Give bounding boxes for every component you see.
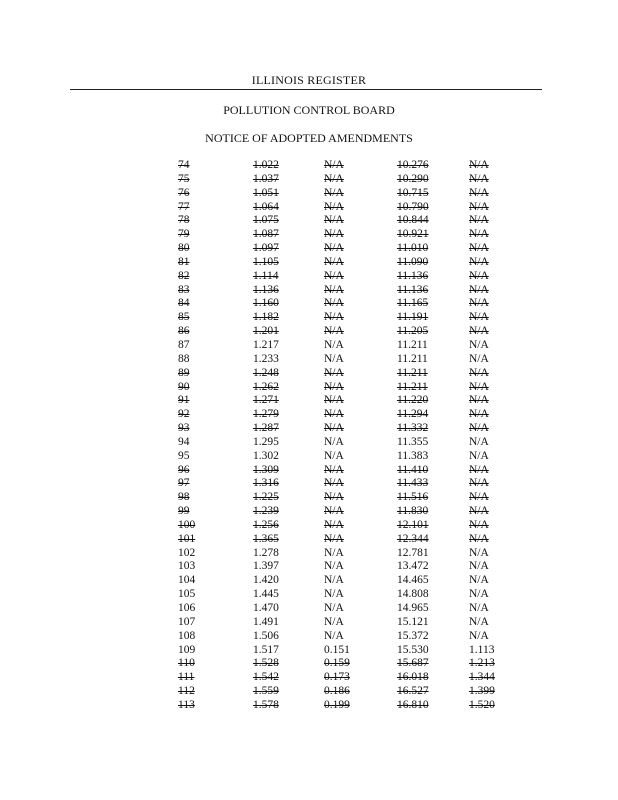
table-cell: N/A xyxy=(469,532,489,545)
table-cell: 77 xyxy=(178,200,190,213)
table-row xyxy=(0,159,618,173)
table-cell: 10.921 xyxy=(397,228,429,241)
table-cell: 1.445 xyxy=(253,588,279,601)
table-cell: 1.279 xyxy=(253,408,279,421)
table-cell: 92 xyxy=(178,408,190,421)
table-cell: 10.276 xyxy=(397,159,429,171)
table-cell: 14.965 xyxy=(397,602,429,614)
table-cell: N/A xyxy=(324,242,344,255)
table-cell: 12.101 xyxy=(397,518,429,531)
table-cell: 11.211 xyxy=(397,380,428,393)
table-row xyxy=(0,657,618,671)
table-cell: 11.220 xyxy=(397,394,429,407)
table-cell: N/A xyxy=(469,505,489,518)
table-row xyxy=(0,450,618,464)
table-cell: 15.530 xyxy=(397,643,429,656)
table-cell: N/A xyxy=(469,352,489,365)
table-cell: 1.399 xyxy=(469,685,495,698)
table-cell: 1.233 xyxy=(253,352,279,365)
table-cell: 0.186 xyxy=(324,685,350,698)
table-cell: 101 xyxy=(178,532,196,545)
table-cell: 111 xyxy=(178,671,195,684)
table-cell: 1.278 xyxy=(253,546,279,559)
table-cell: N/A xyxy=(324,629,344,642)
board-title: POLLUTION CONTROL BOARD xyxy=(223,103,395,117)
table-cell: N/A xyxy=(469,297,489,310)
table-cell: N/A xyxy=(324,200,344,213)
table-cell: 16.527 xyxy=(397,685,429,698)
table-cell: 1.136 xyxy=(253,283,279,296)
table-cell: 1.578 xyxy=(253,698,279,711)
table-row xyxy=(0,671,618,685)
table-row xyxy=(0,491,618,505)
table-row xyxy=(0,367,618,381)
table-cell: 15.372 xyxy=(397,629,429,642)
table-cell: N/A xyxy=(469,449,489,462)
table-cell: 1.528 xyxy=(253,657,279,670)
table-cell: 104 xyxy=(178,574,196,587)
table-cell: N/A xyxy=(324,325,344,338)
table-row xyxy=(0,325,618,339)
table-cell: N/A xyxy=(324,269,344,282)
table-cell: 1.225 xyxy=(253,491,279,504)
table-cell: N/A xyxy=(469,186,489,199)
table-cell: 112 xyxy=(178,685,195,698)
table-cell: 11.136 xyxy=(397,269,429,282)
notice-title: NOTICE OF ADOPTED AMENDMENTS xyxy=(205,131,413,145)
table-cell: 74 xyxy=(178,159,190,171)
data-table xyxy=(0,159,618,713)
table-cell: 93 xyxy=(178,422,190,435)
table-cell: N/A xyxy=(469,602,489,614)
table-row xyxy=(0,422,618,436)
table-cell: 14.465 xyxy=(397,574,429,587)
table-cell: 109 xyxy=(178,643,196,656)
table-cell: 1.542 xyxy=(253,671,279,684)
table-cell: 1.302 xyxy=(253,449,279,462)
table-cell: 11.211 xyxy=(397,352,428,365)
table-cell: 89 xyxy=(178,366,190,379)
table-cell: 1.520 xyxy=(469,698,495,711)
table-cell: N/A xyxy=(469,546,489,559)
table-row xyxy=(0,353,618,367)
table-cell: 105 xyxy=(178,588,196,601)
table-cell: 85 xyxy=(178,311,190,324)
table-cell: N/A xyxy=(469,574,489,587)
table-cell: N/A xyxy=(469,325,489,338)
table-cell: N/A xyxy=(324,449,344,462)
table-cell: N/A xyxy=(469,518,489,531)
table-cell: 96 xyxy=(178,463,190,476)
table-cell: N/A xyxy=(469,380,489,393)
table-row xyxy=(0,464,618,478)
table-cell: 16.810 xyxy=(397,698,429,711)
table-cell: 1.182 xyxy=(253,311,279,324)
table-cell: 107 xyxy=(178,615,196,628)
table-cell: 0.173 xyxy=(324,671,350,684)
table-cell: 10.844 xyxy=(397,214,429,227)
table-cell: N/A xyxy=(469,435,489,448)
table-cell: 11.294 xyxy=(397,408,429,421)
table-row xyxy=(0,270,618,284)
table-cell: N/A xyxy=(469,629,489,642)
table-cell: N/A xyxy=(469,228,489,241)
table-row xyxy=(0,602,618,616)
table-cell: 10.715 xyxy=(397,186,429,199)
table-cell: 11.090 xyxy=(397,255,429,268)
table-row xyxy=(0,214,618,228)
table-cell: 11.211 xyxy=(397,338,428,351)
table-row xyxy=(0,505,618,519)
table-cell: 1.420 xyxy=(253,574,279,587)
table-cell: 95 xyxy=(178,449,190,462)
table-cell: N/A xyxy=(324,228,344,241)
table-cell: 1.271 xyxy=(253,394,279,407)
table-row xyxy=(0,394,618,408)
table-cell: N/A xyxy=(324,560,344,573)
table-row xyxy=(0,533,618,547)
table-cell: 90 xyxy=(178,380,190,393)
table-row xyxy=(0,616,618,630)
table-cell: 103 xyxy=(178,560,196,573)
table-cell: N/A xyxy=(324,338,344,351)
table-cell: N/A xyxy=(324,463,344,476)
table-cell: 98 xyxy=(178,491,190,504)
table-cell: 12.344 xyxy=(397,532,429,545)
table-row xyxy=(0,311,618,325)
table-cell: 11.383 xyxy=(397,449,429,462)
table-cell: 11.830 xyxy=(397,505,429,518)
table-cell: 1.517 xyxy=(253,643,279,656)
header-rule xyxy=(70,89,542,90)
table-cell: 11.136 xyxy=(397,283,429,296)
table-cell: 14.808 xyxy=(397,588,429,601)
table-cell: N/A xyxy=(469,463,489,476)
table-row xyxy=(0,519,618,533)
table-cell: N/A xyxy=(324,615,344,628)
table-cell: 11.433 xyxy=(397,477,429,490)
table-row xyxy=(0,297,618,311)
table-cell: 1.316 xyxy=(253,477,279,490)
table-row xyxy=(0,201,618,215)
table-row xyxy=(0,187,618,201)
table-cell: N/A xyxy=(324,518,344,531)
table-cell: 1.037 xyxy=(253,172,279,185)
table-row xyxy=(0,588,618,602)
table-cell: 1.113 xyxy=(469,643,495,656)
table-cell: N/A xyxy=(324,491,344,504)
table-row xyxy=(0,699,618,713)
table-cell: N/A xyxy=(324,159,344,171)
table-cell: N/A xyxy=(469,366,489,379)
table-row xyxy=(0,560,618,574)
table-cell: 1.256 xyxy=(253,518,279,531)
table-cell: N/A xyxy=(469,491,489,504)
table-cell: N/A xyxy=(469,477,489,490)
table-cell: 1.114 xyxy=(253,269,279,282)
table-cell: N/A xyxy=(324,255,344,268)
table-cell: N/A xyxy=(324,602,344,614)
table-row xyxy=(0,284,618,298)
table-cell: N/A xyxy=(324,283,344,296)
table-cell: 1.075 xyxy=(253,214,279,227)
table-row xyxy=(0,256,618,270)
table-cell: N/A xyxy=(324,588,344,601)
table-cell: 1.248 xyxy=(253,366,279,379)
table-cell: N/A xyxy=(324,532,344,545)
table-row xyxy=(0,173,618,187)
table-cell: N/A xyxy=(324,380,344,393)
table-cell: 83 xyxy=(178,283,190,296)
table-cell: 94 xyxy=(178,435,190,448)
table-cell: 80 xyxy=(178,242,190,255)
table-cell: 10.290 xyxy=(397,172,429,185)
table-cell: 1.506 xyxy=(253,629,279,642)
table-cell: 76 xyxy=(178,186,190,199)
table-cell: N/A xyxy=(324,546,344,559)
table-cell: N/A xyxy=(324,366,344,379)
table-cell: 100 xyxy=(178,518,196,531)
table-cell: 91 xyxy=(178,394,190,407)
table-row xyxy=(0,228,618,242)
table-row xyxy=(0,574,618,588)
table-cell: 11.332 xyxy=(397,422,429,435)
table-cell: 86 xyxy=(178,325,190,338)
table-cell: N/A xyxy=(324,311,344,324)
table-cell: 1.087 xyxy=(253,228,279,241)
table-cell: N/A xyxy=(324,435,344,448)
table-cell: 11.410 xyxy=(397,463,429,476)
table-cell: N/A xyxy=(324,408,344,421)
table-cell: 1.201 xyxy=(253,325,279,338)
table-cell: 1.239 xyxy=(253,505,279,518)
table-cell: 102 xyxy=(178,546,196,559)
table-cell: 97 xyxy=(178,477,190,490)
table-cell: 0.151 xyxy=(324,643,350,656)
table-cell: 108 xyxy=(178,629,196,642)
table-cell: 15.121 xyxy=(397,615,429,628)
table-cell: 10.790 xyxy=(397,200,429,213)
table-cell: N/A xyxy=(469,172,489,185)
table-cell: 87 xyxy=(178,338,190,351)
table-cell: N/A xyxy=(469,560,489,573)
table-cell: 11.516 xyxy=(397,491,429,504)
table-cell: 1.022 xyxy=(253,159,279,171)
table-cell: 1.309 xyxy=(253,463,279,476)
table-cell: 1.295 xyxy=(253,435,279,448)
table-cell: N/A xyxy=(469,615,489,628)
table-cell: N/A xyxy=(469,338,489,351)
table-cell: 15.687 xyxy=(397,657,429,670)
table-cell: N/A xyxy=(324,394,344,407)
table-cell: 99 xyxy=(178,505,190,518)
table-cell: N/A xyxy=(469,588,489,601)
table-cell: 11.010 xyxy=(397,242,429,255)
table-cell: 11.165 xyxy=(397,297,429,310)
table-cell: N/A xyxy=(469,159,489,171)
table-cell: 110 xyxy=(178,657,195,670)
table-row xyxy=(0,685,618,699)
table-cell: 1.491 xyxy=(253,615,279,628)
table-cell: 11.211 xyxy=(397,366,428,379)
table-cell: N/A xyxy=(469,242,489,255)
table-cell: N/A xyxy=(324,214,344,227)
register-title: ILLINOIS REGISTER xyxy=(251,73,367,87)
table-cell: 0.199 xyxy=(324,698,350,711)
table-row xyxy=(0,242,618,256)
table-cell: 1.213 xyxy=(469,657,495,670)
table-cell: 12.781 xyxy=(397,546,429,559)
table-cell: 79 xyxy=(178,228,190,241)
table-row xyxy=(0,547,618,561)
table-cell: N/A xyxy=(469,214,489,227)
table-cell: N/A xyxy=(324,477,344,490)
table-cell: N/A xyxy=(469,408,489,421)
table-cell: 113 xyxy=(178,698,195,711)
table-cell: 1.262 xyxy=(253,380,279,393)
table-cell: N/A xyxy=(469,283,489,296)
table-cell: N/A xyxy=(469,269,489,282)
table-cell: 13.472 xyxy=(397,560,429,573)
table-cell: N/A xyxy=(469,394,489,407)
table-cell: N/A xyxy=(324,172,344,185)
table-cell: 84 xyxy=(178,297,190,310)
table-row xyxy=(0,339,618,353)
table-cell: 1.344 xyxy=(469,671,495,684)
table-row xyxy=(0,630,618,644)
table-cell: 78 xyxy=(178,214,190,227)
table-cell: 1.397 xyxy=(253,560,279,573)
table-cell: N/A xyxy=(469,255,489,268)
table-cell: 11.355 xyxy=(397,435,429,448)
table-row xyxy=(0,644,618,658)
table-cell: 0.159 xyxy=(324,657,350,670)
table-cell: 88 xyxy=(178,352,190,365)
table-row xyxy=(0,477,618,491)
table-cell: 1.287 xyxy=(253,422,279,435)
table-row xyxy=(0,408,618,422)
table-cell: N/A xyxy=(469,311,489,324)
table-cell: N/A xyxy=(324,422,344,435)
table-cell: 81 xyxy=(178,255,190,268)
table-cell: 75 xyxy=(178,172,190,185)
table-cell: 1.097 xyxy=(253,242,279,255)
table-cell: N/A xyxy=(324,186,344,199)
table-row xyxy=(0,436,618,450)
table-cell: 1.051 xyxy=(253,186,279,199)
table-cell: 1.160 xyxy=(253,297,279,310)
table-cell: 1.064 xyxy=(253,200,279,213)
table-cell: N/A xyxy=(469,422,489,435)
table-cell: 106 xyxy=(178,602,196,614)
table-cell: 1.217 xyxy=(253,338,279,351)
table-cell: 1.365 xyxy=(253,532,279,545)
table-cell: N/A xyxy=(324,505,344,518)
table-cell: N/A xyxy=(324,297,344,310)
table-cell: 1.559 xyxy=(253,685,279,698)
table-cell: 1.470 xyxy=(253,602,279,614)
table-cell: N/A xyxy=(324,352,344,365)
table-cell: 11.205 xyxy=(397,325,429,338)
table-cell: 16.018 xyxy=(397,671,429,684)
table-cell: N/A xyxy=(469,200,489,213)
table-cell: 11.191 xyxy=(397,311,429,324)
table-cell: 82 xyxy=(178,269,190,282)
table-row xyxy=(0,381,618,395)
table-cell: 1.105 xyxy=(253,255,279,268)
table-cell: N/A xyxy=(324,574,344,587)
